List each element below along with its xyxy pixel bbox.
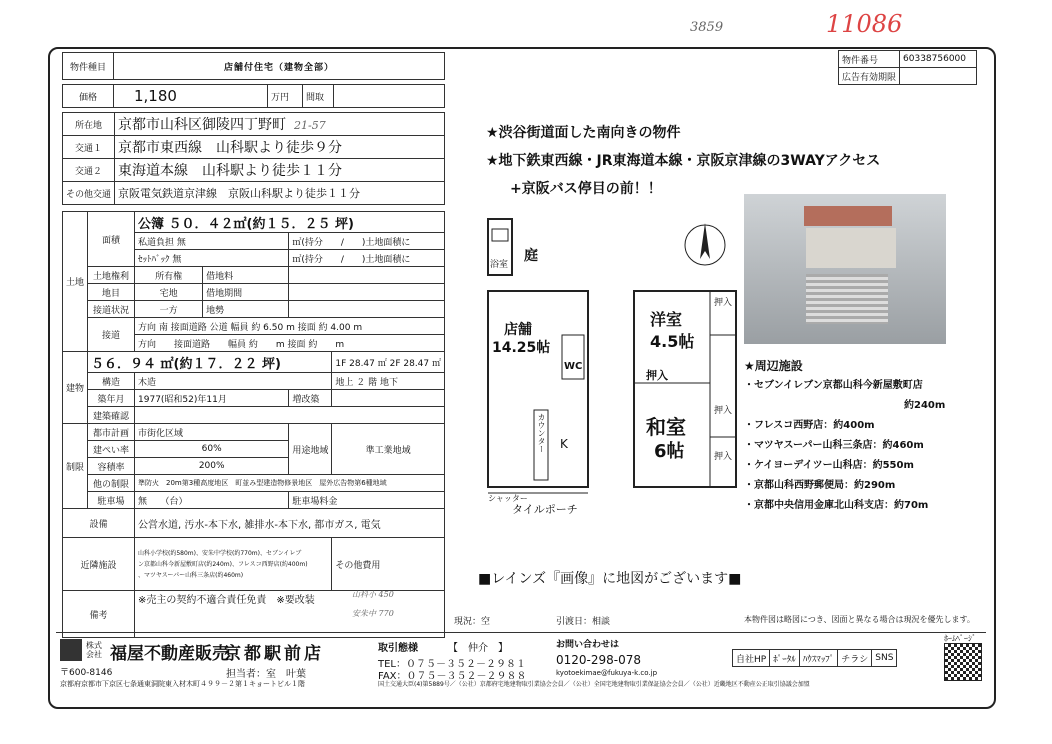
setback-note: ㎡(持分 / )土地面積に <box>289 250 445 267</box>
stories-above: 地上 ２ 階 <box>335 377 378 388</box>
status <box>454 614 490 627</box>
handwritten-number: 3859 <box>690 20 724 35</box>
media-cell: ﾊｳｽﾏｯﾌﾟ <box>799 650 838 667</box>
bath-label: 浴室 <box>490 260 509 270</box>
contact-label: 接道状況 <box>88 301 135 318</box>
structure: 木造 <box>135 373 332 390</box>
structure-label: 構造 <box>88 373 135 390</box>
status-value: 空 <box>481 617 491 627</box>
access1-label: 交通１ <box>63 136 115 159</box>
handover <box>556 614 610 627</box>
header-table <box>62 52 445 80</box>
fax: FAX：０７５－３５２－２９８８ <box>378 671 527 682</box>
bcr-label: 建ぺい率 <box>88 441 135 458</box>
far: 200% <box>135 458 289 475</box>
company-logo-icon <box>60 639 82 661</box>
land-area-label: 面積 <box>88 212 135 267</box>
location-label: 所在地 <box>63 113 115 136</box>
terrain-value <box>289 301 445 318</box>
road-label: 接道 <box>88 318 135 352</box>
company-zip: 〒600-8146 <box>60 668 113 678</box>
disclaimer: 本物件図は略図につき、図面と異なる場合は現況を優先します。 <box>744 615 975 624</box>
built-label: 築年月 <box>88 390 135 407</box>
contact: 一方 <box>135 301 203 318</box>
closet-label: 押入 <box>714 452 733 462</box>
nearby-label: 近隣施設 <box>63 538 135 591</box>
detail-table <box>62 211 445 638</box>
plan-label: 都市計画 <box>88 424 135 441</box>
built: 1977(昭和52)年11月 <box>135 390 289 407</box>
madori-label: 間取 <box>303 85 334 108</box>
use-label: 用途地域 <box>289 424 332 475</box>
handwritten-id: 11086 <box>826 10 903 38</box>
license: 国土交通大臣(4)第5889号／（公社）京都府宅地建物取引業協会会員／（公社）全国宅地建物取引業保証協会会員／（公社）近畿地区不動産公正取引協議会加盟 <box>378 681 810 688</box>
building-section: 建物 <box>63 352 88 424</box>
map-note: ■レインズ『画像』に地図がございます■ <box>478 571 742 587</box>
road1: 方向 南 接面道路 公道 幅員 約 6.50 m 接面 約 4.00 m <box>135 318 445 335</box>
renov-value <box>332 390 445 407</box>
counter-label: カウンター <box>537 413 546 453</box>
rent-value <box>289 267 445 284</box>
staff-label: 担当者： <box>226 669 266 680</box>
around-item: ・セブンイレブン京都山科今新屋敷町店 <box>744 380 923 391</box>
qr-code-icon[interactable] <box>944 643 982 681</box>
prop-no-label: 物件番号 <box>839 51 900 68</box>
japanese-size: 6帖 <box>654 441 685 462</box>
ad-label: 広告有効期限 <box>839 68 900 85</box>
far-label: 容積率 <box>88 458 135 475</box>
bcr: 60% <box>135 441 289 458</box>
shutter-label: シャッター <box>488 494 528 503</box>
around-title: ★周辺施設 <box>744 359 803 373</box>
facility: 公営水道, 汚水-本下水, 雑排水-本下水, 都市ガス, 電気 <box>135 509 445 538</box>
closet-label: 押入 <box>646 369 668 382</box>
location-value <box>115 113 445 136</box>
setback: ｾｯﾄﾊﾞｯｸ 無 <box>135 250 289 267</box>
around-item-dist: 約240m <box>904 400 946 411</box>
madori-value <box>334 85 445 108</box>
agent-value: 【 仲介 】 <box>448 643 508 654</box>
land-section: 土地 <box>63 212 88 352</box>
property-number-table <box>838 50 977 85</box>
category: 宅地 <box>135 284 203 301</box>
remarks-label: 備考 <box>63 591 135 638</box>
closet-label: 押入 <box>714 406 733 416</box>
handover-label: 引渡日： <box>556 617 593 627</box>
regulation-section: 制限 <box>63 424 88 509</box>
email: kyotoekimae@fukuya-k.co.jp <box>556 669 658 677</box>
tel: TEL：０７５－３５２－２９８１ <box>378 659 526 670</box>
floor-plan <box>484 215 744 515</box>
free-dial: 0120-298-078 <box>556 653 642 667</box>
building-photo <box>744 194 946 344</box>
access1-value: 京都市東西線 山科駅より徒歩９分 <box>115 136 445 159</box>
lease-value <box>289 284 445 301</box>
parking-label: 駐車場 <box>88 492 135 509</box>
highlight-2: ★地下鉄東西線・JR東海道本線・京阪京津線の3WAYアクセス <box>486 153 881 169</box>
qr-label: ﾎｰﾑﾍﾟｰｼﾞ <box>944 634 976 643</box>
terrain-label: 地勢 <box>203 301 289 318</box>
use: 準工業地域 <box>332 424 445 475</box>
floors-area: 1F 28.47 ㎡ 2F 28.47 ㎡ <box>332 352 445 373</box>
access2-label: 交通２ <box>63 159 115 182</box>
rent-label: 借地料 <box>203 267 289 284</box>
price-unit: 万円 <box>268 85 303 108</box>
price-label: 価格 <box>63 85 114 108</box>
location-text: 京都市山科区御陵四丁野町 <box>118 117 287 133</box>
around-item: ・マツヤスーパー山科三条店：約460m <box>744 440 924 451</box>
confirm-value <box>135 407 445 424</box>
ad-media-table <box>732 649 897 667</box>
category-label: 地目 <box>88 284 135 301</box>
agent: 仲介 <box>468 643 488 654</box>
garden-label: 庭 <box>524 248 538 264</box>
footer <box>56 632 986 687</box>
around-item: ・フレスコ西野店：約400m <box>744 420 875 431</box>
memo1: 山科小 450 <box>352 590 394 599</box>
parking-fee-label: 駐車場料金 <box>289 492 445 509</box>
type-value: 店舗付住宅（建物全部） <box>114 53 445 80</box>
price-value: 1,180 <box>114 85 268 108</box>
western-label: 洋室 <box>650 310 683 329</box>
highlight-1: ★渋谷街道面した南向きの物件 <box>486 125 681 141</box>
staff-name: 室 叶葉 <box>266 669 306 680</box>
access3-label: その他交通 <box>63 182 115 205</box>
stories <box>332 373 445 390</box>
company-name: 福屋不動産販売 <box>110 644 229 664</box>
western-size: 4.5帖 <box>650 332 695 351</box>
stories-basement: 地下 <box>379 377 398 388</box>
facility-label: 設備 <box>63 509 135 538</box>
nearby-line: 山科小学校(約580m)、安朱中学校(約770m)、セブンイレブ <box>138 549 302 557</box>
building-area: ５６．９４ ㎡(約１７．２２ 坪) <box>88 352 332 373</box>
private-road-note: ㎡(持分 / )土地面積に <box>289 233 445 250</box>
remarks-cell <box>135 591 445 638</box>
bath-tub <box>492 229 508 241</box>
nearby-list <box>135 538 332 591</box>
ad-value <box>900 68 977 85</box>
prop-no: 60338756000 <box>900 51 977 68</box>
nearby-line: ン京都山科今新屋敷町店(約240m)、フレスコ西野店(約400m) <box>138 560 308 568</box>
land-area: 公簿 ５０．４２㎡(約１５．２５ 坪) <box>135 212 445 233</box>
remarks: ※売主の契約不適合責任免責 ※要改装 <box>138 595 315 606</box>
around-item: ・京都山科西野郵便局：約290m <box>744 480 896 491</box>
price-table <box>62 84 445 108</box>
north-arrow-icon <box>680 215 730 271</box>
status-label: 現況： <box>454 617 482 627</box>
inquiry: お問い合わせは <box>556 640 620 650</box>
other-cost-label: その他費用 <box>332 538 445 591</box>
private-road: 私道負担 無 <box>135 233 289 250</box>
media-cell: SNS <box>872 650 897 667</box>
handover-value: 相談 <box>592 617 611 627</box>
around-item: ・ケイヨーデイツー山科店：約550m <box>744 460 914 471</box>
japanese-label: 和室 <box>646 415 686 439</box>
parking: 無 （台） <box>135 492 289 509</box>
shop-label: 店舗 <box>504 322 532 338</box>
media-cell: チラシ <box>838 650 872 667</box>
location-table <box>62 112 445 205</box>
company-kabu: 株式会社 <box>86 641 102 659</box>
land-right-label: 土地権利 <box>88 267 135 284</box>
company-address: 京都府京都市下京区七条通東洞院東入材木町４９９－２第１キョートビル１階 <box>60 680 305 688</box>
land-right: 所有権 <box>135 267 203 284</box>
nearby-line: 、マツヤスーパー山科三条店(約460m) <box>138 571 244 579</box>
plan: 市街化区域 <box>135 424 289 441</box>
staff <box>226 665 306 680</box>
agent-label: 取引態様 <box>378 643 418 654</box>
wc-outline <box>562 335 584 379</box>
around-item: ・京都中央信用金庫北山科支店：約70m <box>744 500 929 511</box>
other-restrictions: 準防火 20m第3種高度地区 町並み型建造物修景地区 屋外広告物第6種地域 <box>135 475 445 492</box>
shutter-shape <box>806 274 888 324</box>
closet-label: 押入 <box>714 298 733 308</box>
lease-label: 借地期間 <box>203 284 289 301</box>
shop-outline <box>488 291 588 487</box>
type-label: 物件種目 <box>63 53 114 80</box>
confirm-label: 建築確認 <box>88 407 135 424</box>
memo2: 安朱中 770 <box>352 609 394 618</box>
access3-value: 京阪電気鉄道京津線 京阪山科駅より徒歩１１分 <box>115 182 445 205</box>
other-label: 他の制限 <box>88 475 135 492</box>
around-section <box>744 356 945 516</box>
addr-note: 21-57 <box>294 119 326 132</box>
upper-wall <box>806 228 896 268</box>
wc-label: WC <box>564 361 583 372</box>
kitchen-label: K <box>560 437 568 451</box>
shop-size: 14.25帖 <box>492 340 551 356</box>
access2-value: 東海道本線 山科駅より徒歩１１分 <box>115 159 445 182</box>
roof-shape <box>804 206 892 226</box>
media-cell: ﾎﾟｰﾀﾙ <box>770 650 800 667</box>
renov-label: 増改築 <box>289 390 332 407</box>
porch-label: タイルポーチ <box>512 503 578 516</box>
media-cell: 自社HP <box>733 650 770 667</box>
highlight-3: +京阪バス停目の前！！ <box>510 181 662 197</box>
company-branch: 京都駅前店 <box>224 644 324 664</box>
road2: 方向 接面道路 幅員 約 m 接面 約 m <box>135 335 445 352</box>
